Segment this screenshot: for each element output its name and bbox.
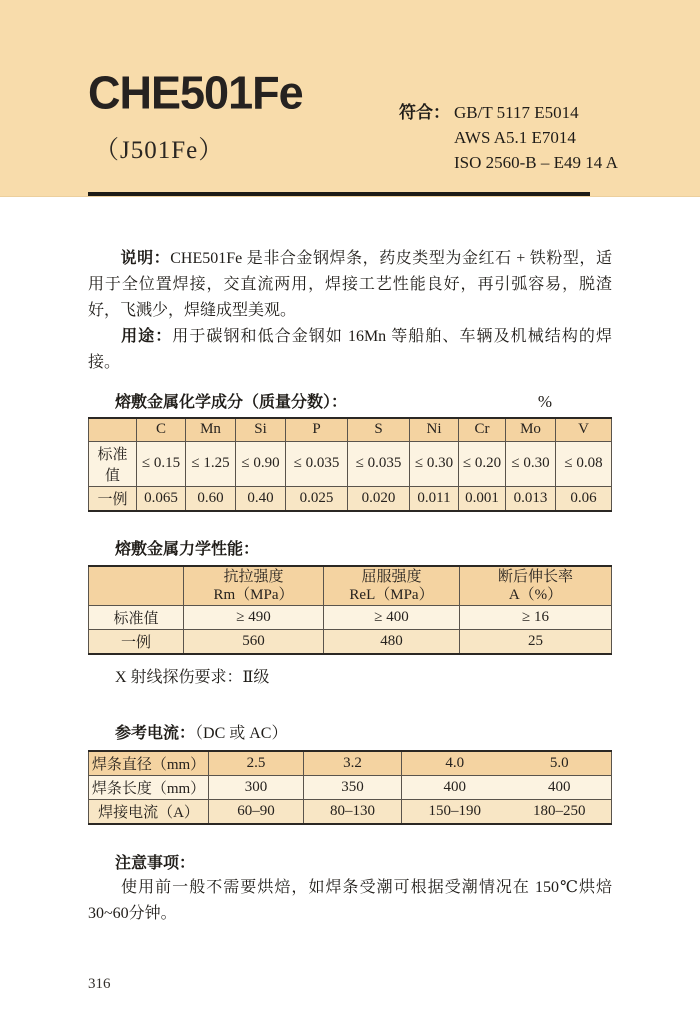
reference-current-table bbox=[88, 750, 612, 825]
standard-iso: ISO 2560-B – E49 14 A bbox=[454, 153, 618, 172]
current-length-row bbox=[89, 775, 612, 799]
description-paragraph bbox=[88, 246, 612, 324]
cell: ≤ 0.15 bbox=[137, 441, 186, 486]
chemical-col-cr: Cr bbox=[459, 418, 506, 441]
cell: 300 bbox=[209, 775, 304, 799]
row-label: 一例 bbox=[89, 629, 184, 654]
chemical-unit-label: % bbox=[537, 392, 552, 411]
cell: 0.025 bbox=[286, 486, 348, 511]
chemical-header-row bbox=[89, 418, 612, 441]
cell: 480 bbox=[324, 629, 460, 654]
description-label: 说明： bbox=[120, 250, 171, 267]
standards-block bbox=[399, 100, 618, 175]
header-divider-rule bbox=[88, 192, 590, 196]
product-title: CHE501Fe bbox=[88, 65, 303, 120]
cell: 400 bbox=[508, 775, 612, 799]
col-line2: Rm（MPa） bbox=[213, 586, 294, 603]
notes-section-header bbox=[88, 850, 612, 873]
xray-requirement-note: X 射线探伤要求：Ⅱ级 bbox=[115, 668, 270, 686]
standards-label: 符合： bbox=[399, 103, 450, 122]
col-line1: 断后伸长率 bbox=[497, 568, 573, 585]
cell: 0.065 bbox=[137, 486, 186, 511]
chemical-corner-cell bbox=[89, 418, 137, 441]
cell: 400 bbox=[402, 775, 508, 799]
chemical-col-mn: Mn bbox=[186, 418, 236, 441]
chemical-col-si: Si bbox=[236, 418, 286, 441]
header-band bbox=[0, 0, 700, 197]
current-title-main: 参考电流： bbox=[115, 724, 196, 742]
current-amperage-row bbox=[89, 799, 612, 824]
cell: ≤ 0.20 bbox=[459, 441, 506, 486]
chemical-example-row bbox=[89, 486, 612, 511]
mechanical-section-title: 熔敷金属力学性能： bbox=[115, 540, 260, 558]
cell: ≥ 490 bbox=[184, 605, 324, 629]
cell: 560 bbox=[184, 629, 324, 654]
current-diameter-row bbox=[89, 751, 612, 776]
row-label: 焊条直径（mm） bbox=[89, 751, 209, 776]
cell: 0.40 bbox=[236, 486, 286, 511]
mechanical-properties-table bbox=[88, 565, 612, 655]
chemical-composition-table bbox=[88, 417, 612, 512]
row-label: 标准值 bbox=[89, 605, 184, 629]
cell: 3.2 bbox=[304, 751, 402, 776]
chemical-section-title: 熔敷金属化学成分（质量分数）： bbox=[115, 394, 348, 411]
cell: 150–190 bbox=[402, 799, 508, 824]
chemical-col-s: S bbox=[348, 418, 410, 441]
cell: 0.011 bbox=[410, 486, 459, 511]
row-label: 焊接电流（A） bbox=[89, 799, 209, 824]
cell: ≥ 400 bbox=[324, 605, 460, 629]
col-line1: 抗拉强度 bbox=[223, 568, 284, 585]
current-title-suffix: （DC 或 AC） bbox=[195, 724, 288, 742]
usage-paragraph bbox=[88, 324, 612, 376]
cell: 0.06 bbox=[556, 486, 612, 511]
mechanical-standard-row bbox=[89, 605, 612, 629]
usage-label: 用途： bbox=[120, 328, 173, 345]
notes-section-title: 注意事项： bbox=[115, 854, 196, 872]
cell: 60–90 bbox=[209, 799, 304, 824]
product-alias: （J501Fe） bbox=[94, 137, 225, 164]
cell: 4.0 bbox=[402, 751, 508, 776]
page-content bbox=[0, 246, 700, 927]
col-line2: ReL（MPa） bbox=[349, 586, 434, 603]
current-section-title bbox=[88, 720, 287, 743]
chemical-col-c: C bbox=[137, 418, 186, 441]
cell: 180–250 bbox=[508, 799, 612, 824]
current-section-header bbox=[88, 720, 612, 743]
cell: 0.013 bbox=[506, 486, 556, 511]
brand-block bbox=[88, 65, 303, 166]
cell: 0.001 bbox=[459, 486, 506, 511]
row-label: 一例 bbox=[89, 486, 137, 511]
row-label: 焊条长度（mm） bbox=[89, 775, 209, 799]
cell: ≤ 1.25 bbox=[186, 441, 236, 486]
cell: 25 bbox=[460, 629, 612, 654]
chemical-col-v: V bbox=[556, 418, 612, 441]
row-label: 标准值 bbox=[89, 441, 137, 486]
mechanical-corner-cell bbox=[89, 566, 184, 606]
page-number: 316 bbox=[88, 976, 111, 992]
cell: 80–130 bbox=[304, 799, 402, 824]
cell: 2.5 bbox=[209, 751, 304, 776]
chemical-standard-row bbox=[89, 441, 612, 486]
chemical-col-p: P bbox=[286, 418, 348, 441]
cell: 0.020 bbox=[348, 486, 410, 511]
cell: ≤ 0.08 bbox=[556, 441, 612, 486]
chemical-col-ni: Ni bbox=[410, 418, 459, 441]
mechanical-col-tensile bbox=[184, 566, 324, 606]
cell: 5.0 bbox=[508, 751, 612, 776]
mechanical-col-elongation bbox=[460, 566, 612, 606]
cell: ≤ 0.035 bbox=[286, 441, 348, 486]
chemical-col-mo: Mo bbox=[506, 418, 556, 441]
cell: ≤ 0.30 bbox=[506, 441, 556, 486]
mechanical-section-header bbox=[88, 536, 612, 559]
cell: ≤ 0.035 bbox=[348, 441, 410, 486]
mechanical-example-row bbox=[89, 629, 612, 654]
usage-text: 用于碳钢和低合金钢如 16Mn 等船舶、车辆及机械结构的焊接。 bbox=[88, 328, 612, 371]
standards-list bbox=[454, 100, 618, 175]
mechanical-header-row bbox=[89, 566, 612, 606]
notes-paragraph bbox=[88, 875, 612, 927]
cell: 350 bbox=[304, 775, 402, 799]
col-line1: 屈服强度 bbox=[361, 568, 422, 585]
standard-gb: GB/T 5117 E5014 bbox=[454, 103, 579, 122]
cell: 0.60 bbox=[186, 486, 236, 511]
chemical-section-header bbox=[88, 389, 612, 412]
cell: ≤ 0.30 bbox=[410, 441, 459, 486]
cell: ≤ 0.90 bbox=[236, 441, 286, 486]
mechanical-col-yield bbox=[324, 566, 460, 606]
cell: ≥ 16 bbox=[460, 605, 612, 629]
notes-text: 使用前一般不需要烘焙，如焊条受潮可根据受潮情况在 150℃烘焙 30~60分钟。 bbox=[88, 878, 612, 922]
col-line2: A（%） bbox=[508, 586, 563, 603]
standard-aws: AWS A5.1 E7014 bbox=[454, 128, 576, 147]
description-text: CHE501Fe 是非合金钢焊条，药皮类型为金红石 + 铁粉型，适用于全位置焊接，交直流两用，焊接工艺性能良好，再引弧容易，脱渣好，飞溅少，焊缝成型美观。 bbox=[88, 250, 612, 319]
